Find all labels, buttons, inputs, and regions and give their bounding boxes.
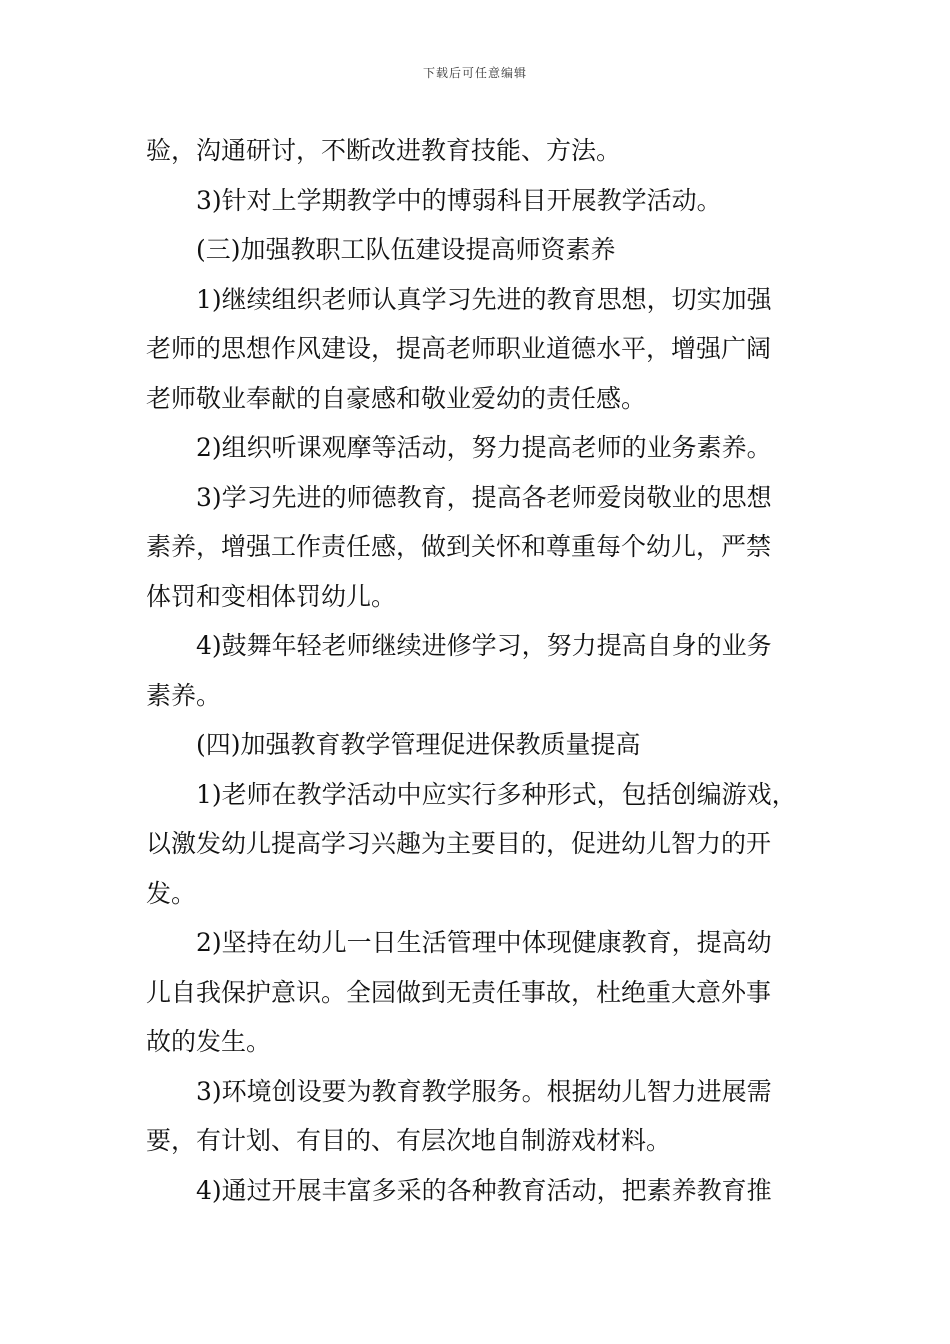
text-line: 验，沟通研讨，不断改进教育技能、方法。	[146, 136, 622, 165]
text-line: 1)老师在教学活动中应实行多种形式，包括创编游戏，	[196, 779, 797, 809]
text-line: 3)学习先进的师德教育，提高各老师爱岗敬业的思想	[196, 482, 772, 512]
text-line: 3)针对上学期教学中的博弱科目开展教学活动。	[196, 185, 722, 215]
text-line: 2)组织听课观摩等活动，努力提高老师的业务素养。	[196, 433, 772, 462]
text-line: 1)继续组织老师认真学习先进的教育思想，切实加强	[196, 284, 772, 314]
text-line: 4)鼓舞年轻老师继续进修学习，努力提高自身的业务	[196, 631, 772, 660]
section-heading: (四)加强教育教学管理促进保教质量提高	[196, 730, 641, 759]
text-line: 素养。	[146, 680, 222, 710]
text-line: 3)环境创设要为教育教学服务。根据幼儿智力进展需	[196, 1076, 772, 1106]
document-body	[146, 126, 806, 1215]
text-line: 老师的思想作风建设，提高老师职业道德水平，增强广阔	[146, 334, 772, 363]
text-line: 4)通过开展丰富多采的各种教育活动，把素养教育推	[196, 1175, 772, 1205]
page-header: 下载后可任意编辑	[422, 66, 527, 80]
text-line: 2)坚持在幼儿一日生活管理中体现健康教育，提高幼	[196, 928, 772, 957]
text-line: 老师敬业奉献的自豪感和敬业爱幼的责任感。	[146, 383, 647, 413]
text-line: 以激发幼儿提高学习兴趣为主要目的，促进幼儿智力的开	[146, 829, 772, 858]
text-line: 要，有计划、有目的、有层次地自制游戏材料。	[146, 1126, 672, 1155]
text-line: 发。	[146, 878, 197, 908]
text-line: 体罚和变相体罚幼儿。	[146, 581, 397, 611]
text-line: 素养，增强工作责任感，做到关怀和尊重每个幼儿，严禁	[146, 532, 772, 561]
text-line: 故的发生。	[146, 1027, 272, 1056]
section-heading: (三)加强教职工队伍建设提高师资素养	[196, 235, 616, 264]
text-line: 儿自我保护意识。全园做到无责任事故，杜绝重大意外事	[146, 977, 772, 1007]
